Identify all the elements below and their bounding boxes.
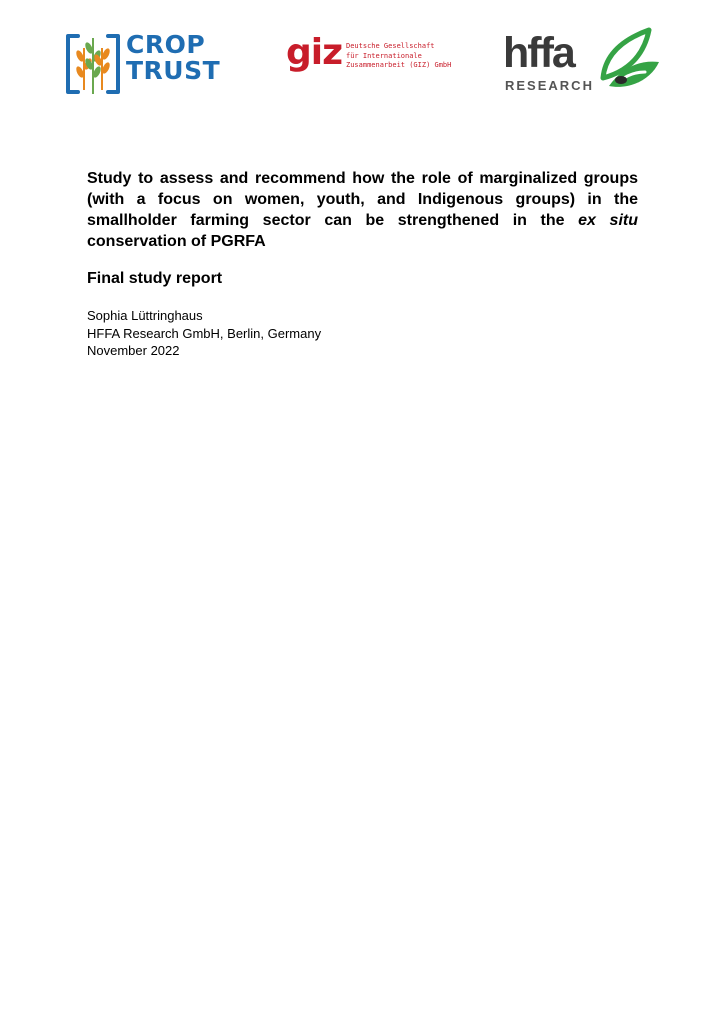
title-italic-text: ex situ — [578, 212, 639, 229]
crop-trust-line1: CROP — [126, 30, 206, 59]
author-affiliation: HFFA Research GmbH, Berlin, Germany — [87, 325, 322, 341]
author-name: Sophia Lüttringhaus — [87, 308, 203, 323]
title-text: Study to assess and recommend how the role of marginalized groups (with a focus on women, youth, and Indigenous groups) in the smallholder farming sector can be strengthened in the — [87, 170, 638, 229]
publication-date: November 2022 — [87, 343, 180, 358]
giz-sub-line: für Internationale — [346, 51, 422, 60]
crop-trust-wordmark — [126, 32, 220, 84]
giz-full-name — [346, 42, 451, 71]
hffa-wordmark: hffa — [503, 29, 574, 77]
hffa-research-label: RESEARCH — [505, 78, 594, 93]
document-title — [87, 168, 638, 252]
giz-sub-line: Zusammenarbeit (GIZ) GmbH — [346, 61, 452, 69]
crop-trust-emblem-icon — [64, 30, 124, 98]
document-meta — [87, 307, 321, 360]
giz-sub-line: Deutsche Gesellschaft — [346, 42, 435, 50]
hffa-research-logo — [503, 26, 663, 98]
crop-trust-line2: TRUST — [126, 56, 221, 85]
hffa-leaf-icon — [599, 26, 663, 96]
giz-logo — [286, 32, 466, 86]
title-text-end: conservation of PGRFA — [87, 233, 266, 250]
document-subtitle: Final study report — [87, 270, 223, 287]
giz-wordmark: giz — [286, 32, 343, 73]
crop-trust-logo — [64, 30, 226, 98]
